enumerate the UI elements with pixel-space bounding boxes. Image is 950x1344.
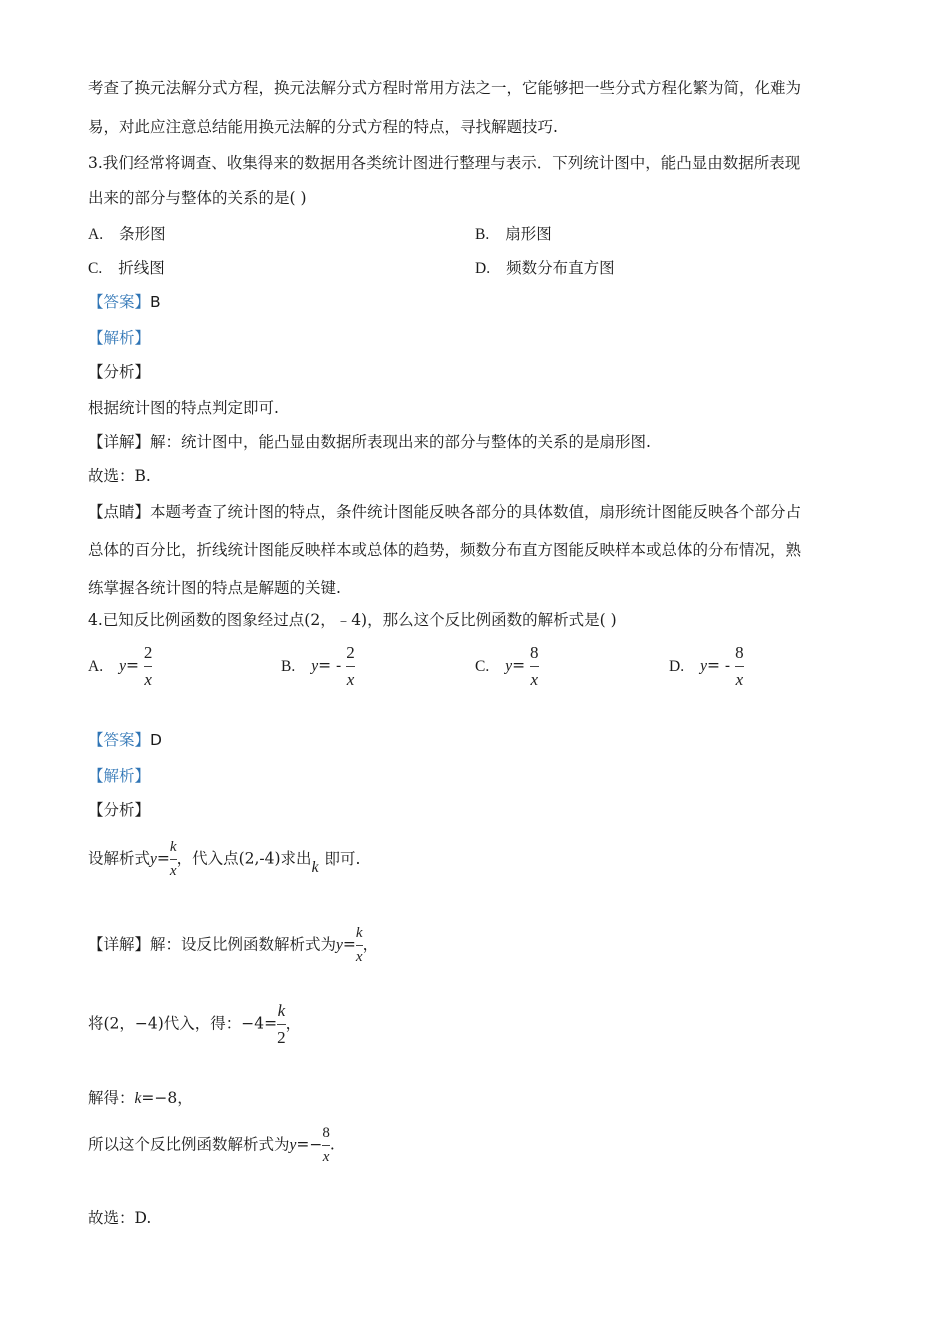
q4-option-d-numerator: 8	[735, 643, 744, 662]
q4-stem: 4.已知反比例函数的图象经过点(2，﹣4)，那么这个反比例函数的解析式是( )	[88, 611, 617, 629]
intro-line-1: 考查了换元法解分式方程，换元法解分式方程时常用方法之一，它能够把一些分式方程化繁为简，化难为	[88, 79, 802, 97]
q3-detail-text: 解：统计图中，能凸显由数据所表现出来的部分与整体的关系的是扇形图.	[150, 433, 651, 451]
q3-comment-line-2: 总体的百分比，折线统计图能反映样本或总体的趋势，频数分布直方图能反映样本或总体的分布情况，熟	[88, 541, 802, 559]
q3-stem-line-2: 出来的部分与整体的关系的是( )	[88, 189, 307, 207]
q4-option-c-label: C.	[475, 657, 490, 675]
q4-option-b-denominator: x	[346, 670, 355, 689]
q4-option-d	[669, 642, 744, 691]
q4-option-a	[88, 642, 152, 691]
q4-analysis-tag: 【解析】	[88, 767, 151, 785]
fraction-bar	[346, 666, 355, 667]
q4-solve-post: =−8，	[141, 1089, 193, 1107]
q4-fenxi-tag: 【分析】	[88, 801, 151, 819]
q4-option-c-denominator: x	[530, 670, 539, 689]
q3-comment-line-3: 练掌握各统计图的特点是解题的关键.	[88, 579, 341, 597]
q4-substitute-denominator: 2	[277, 1028, 286, 1047]
q4-option-a-denominator: x	[144, 670, 152, 689]
q4-substitute-line	[88, 1000, 301, 1049]
q4-answer-value: D	[150, 731, 162, 749]
q3-comment-line-1	[88, 500, 801, 522]
q4-solve-line	[88, 1086, 193, 1108]
q4-detail-line	[88, 924, 378, 967]
q3-comment-tag: 【点睛】	[88, 503, 151, 521]
q4-result-numerator: 8	[322, 1125, 330, 1141]
q4-detail-eq: =	[342, 935, 356, 954]
q3-stem-line-1: 3.我们经常将调查、收集得来的数据用各类统计图进行整理与表示．下列统计图中，能凸显由数据所表现	[88, 154, 801, 172]
q4-detail-pre: 解：设反比例函数解析式为	[150, 935, 337, 954]
q4-choose: 故选：D.	[88, 1209, 152, 1227]
q4-result-post: .	[329, 1135, 335, 1154]
q4-option-d-lhs: y	[700, 657, 707, 675]
q4-option-b-numerator: 2	[346, 643, 355, 662]
q4-fenxi-line	[88, 838, 360, 881]
q4-substitute-numerator: k	[277, 1001, 286, 1020]
q4-option-c-numerator: 8	[530, 643, 539, 662]
q4-solve-k: k	[134, 1090, 142, 1107]
q4-option-a-lhs: y	[119, 657, 126, 675]
q4-fenxi-fraction	[170, 838, 177, 881]
q4-result-eq: =−	[296, 1135, 323, 1154]
q4-fenxi-post: 即可.	[324, 849, 361, 868]
q4-option-d-sign: -	[724, 656, 731, 675]
q3-option-c-text: 折线图	[118, 259, 165, 277]
q3-option-a-label: A.	[88, 226, 104, 243]
q4-answer	[88, 728, 162, 750]
q4-result-denominator: x	[322, 1149, 330, 1165]
q4-option-d-eq: =	[706, 656, 720, 675]
q4-detail-fraction	[356, 924, 363, 967]
q4-option-a-eq: =	[125, 656, 139, 675]
q4-result-fraction	[322, 1124, 330, 1167]
q4-option-d-label: D.	[669, 657, 685, 675]
q4-detail-y: y	[336, 936, 343, 954]
q4-fenxi-numerator: k	[169, 839, 177, 855]
q4-result-line	[88, 1124, 335, 1167]
q3-option-b	[475, 222, 552, 244]
q3-detail	[88, 430, 651, 452]
fraction-bar	[356, 945, 363, 946]
q3-answer-tag: 【答案】	[88, 293, 151, 311]
q3-option-c	[88, 256, 165, 278]
q4-option-b-label: B.	[281, 657, 296, 675]
q4-solve-pre: 解得：	[88, 1089, 135, 1107]
q4-option-d-denominator: x	[735, 670, 744, 689]
q3-analysis-tag: 【解析】	[88, 329, 151, 347]
q3-choose: 故选：B.	[88, 467, 151, 485]
q3-option-d-text: 频数分布直方图	[506, 259, 615, 277]
q4-option-b-lhs: y	[311, 657, 319, 675]
q4-substitute-pre: 将(2，−4)代入，得：−4=	[88, 1014, 278, 1033]
q4-option-a-label: A.	[88, 657, 104, 675]
q4-fenxi-pre: 设解析式	[88, 849, 151, 868]
fraction-bar	[530, 666, 539, 667]
intro-line-2: 易，对此应注意总结能用换元法解的分式方程的特点，寻找解题技巧.	[88, 118, 558, 136]
q4-result-y: y	[289, 1136, 297, 1154]
q4-option-c-lhs: y	[505, 657, 513, 675]
q4-fenxi-y: y	[150, 850, 157, 868]
q3-fenxi-text: 根据统计图的特点判定即可.	[88, 399, 279, 417]
q3-option-a	[88, 222, 166, 244]
q3-answer-value: B	[150, 293, 161, 311]
q3-answer	[88, 290, 161, 312]
q3-option-c-label: C.	[88, 260, 103, 277]
q4-answer-tag: 【答案】	[88, 731, 151, 749]
q4-substitute-post: ，	[285, 1014, 302, 1033]
q4-option-b	[281, 642, 355, 691]
q3-fenxi-tag: 【分析】	[88, 363, 151, 381]
q4-fenxi-mid: ，代入点(2,-4)求出	[176, 849, 312, 868]
q4-substitute-fraction	[277, 1000, 286, 1049]
q4-fenxi-eq: =	[156, 849, 170, 868]
q4-fenxi-denominator: x	[169, 863, 177, 879]
fraction-bar	[277, 1024, 286, 1025]
fraction-bar	[735, 666, 744, 667]
q4-option-b-sign: -	[336, 656, 342, 675]
q3-option-a-text: 条形图	[119, 225, 166, 243]
q4-detail-numerator: k	[355, 925, 363, 941]
fraction-bar	[322, 1145, 330, 1146]
q3-option-b-text: 扇形图	[505, 225, 552, 243]
q3-detail-tag: 【详解】	[88, 433, 151, 451]
q4-option-c-eq: =	[512, 656, 526, 675]
q4-fenxi-k: k	[311, 858, 319, 876]
q4-detail-post: ，	[362, 935, 379, 954]
fraction-bar	[144, 666, 153, 667]
q4-result-pre: 所以这个反比例函数解析式为	[88, 1135, 290, 1154]
q3-option-b-label: B.	[475, 226, 490, 243]
q4-option-d-fraction	[735, 642, 744, 691]
q3-option-d	[475, 256, 615, 278]
q4-detail-denominator: x	[355, 949, 363, 965]
q3-comment-text-1: 本题考查了统计图的特点，条件统计图能反映各部分的具体数值，扇形统计图能反映各个部分占	[150, 503, 802, 521]
q4-option-c	[475, 642, 539, 691]
q3-option-d-label: D.	[475, 260, 491, 277]
q4-option-c-fraction	[530, 642, 539, 691]
q4-detail-tag: 【详解】	[88, 935, 151, 954]
fraction-bar	[170, 859, 177, 860]
q4-option-b-eq: =	[318, 656, 332, 675]
q4-option-a-fraction	[144, 642, 153, 691]
q4-option-a-numerator: 2	[143, 643, 153, 662]
q4-option-b-fraction	[346, 642, 355, 691]
